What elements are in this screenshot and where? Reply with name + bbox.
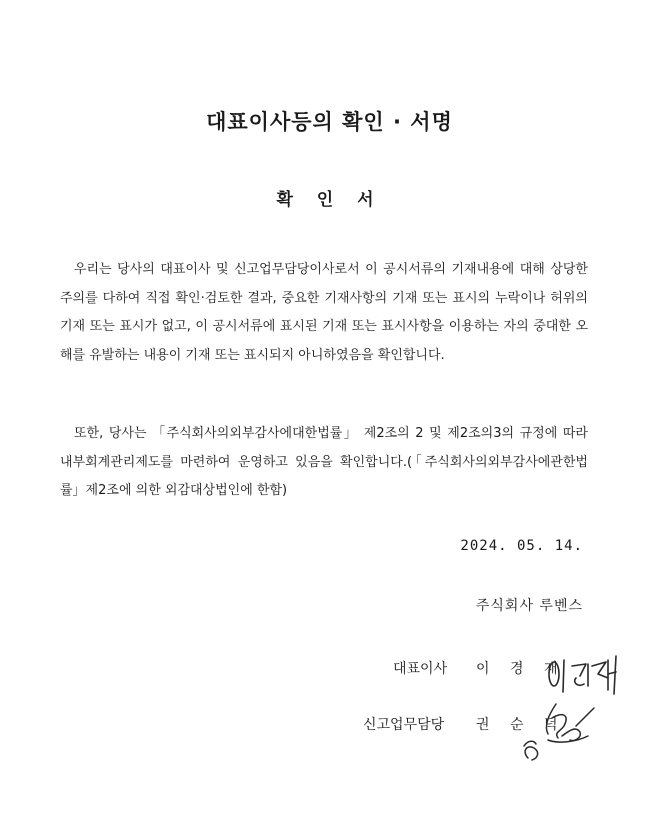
officer-handwritten-signature xyxy=(518,696,608,762)
signatory-role: 신고업무담당 xyxy=(363,717,445,733)
document-title: 대표이사등의 확인 · 서명 xyxy=(206,110,453,134)
signatory-name: 권 순 덕 xyxy=(476,717,566,733)
signatory-role: 대표이사 xyxy=(393,661,448,677)
company-name: 주식회사 루벤스 xyxy=(475,598,583,614)
document-date: 2024. 05. 14. xyxy=(460,538,583,554)
signatory-name: 이 경 재 xyxy=(476,661,566,677)
confirmation-paragraph-2: 또한, 당사는 「주식회사의외부감사에대한법률」 제2조의 2 및 제2조의3의 규정에 따라 내부회계관리제도를 마련하여 운영하고 있음을 확인합니다.(「주식회사의외부감사에관한법률」제2조에 의한 외감대상법인에 한함) xyxy=(60,426,588,498)
document-subtitle: 확 인 서 xyxy=(276,190,383,210)
confirmation-paragraph-1: 우리는 당사의 대표이사 및 신고업무담당이사로서 이 공시서류의 기재내용에 대해 상당한 주의를 다하여 직접 확인·검토한 결과, 중요한 기재사항의 기재 또는 표시의 누락이나 허위의 기재 또는 표시가 없고, 이 공시서류에 표시된 기재 또는 표시사항을 이용하는 자의 중대한 오해를 유발하는 내용이 기재 또는 표시되지 아니하였음을 확인합니다. xyxy=(60,262,588,363)
ceo-handwritten-signature xyxy=(542,648,632,698)
